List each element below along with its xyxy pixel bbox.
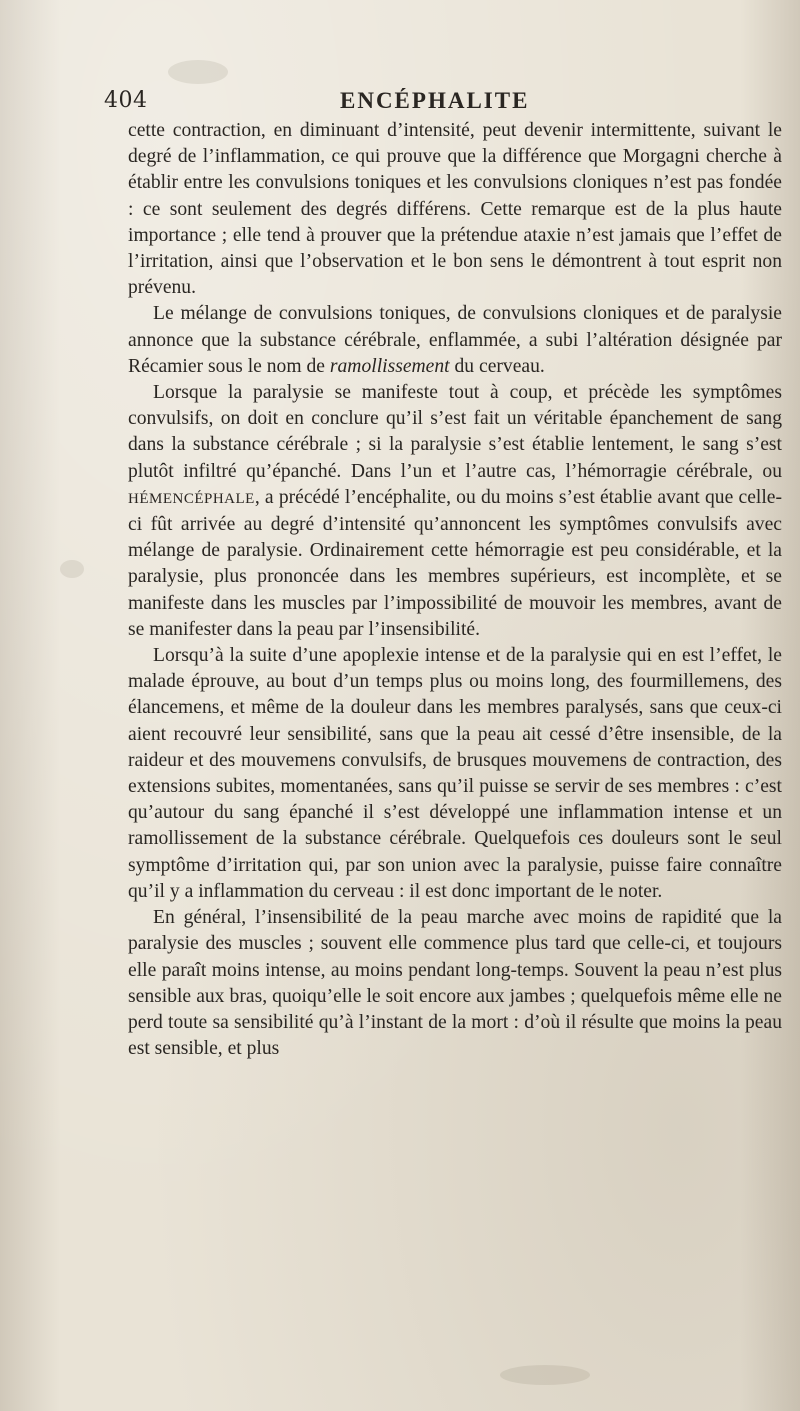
paragraph	[128, 643, 782, 905]
paragraph-text: cette contraction, en diminuant d’intensité, peut devenir intermittente, suivant le degré de l’inflammation, ce qui prouve que la différence que Morgagni cherche à établir entre les convulsions toniques et les convulsions cloniques n’est pas fondée : ce sont seulement des degrés différens. Cette remarque est de la plus haute importance ; elle tend à prouver que la prétendue ataxie n’est jamais que l’effet de l’irritation, ainsi que l’observation et le bon sens le démontrent à tout esprit non prévenu.	[128, 120, 782, 299]
paragraph-text: En général, l’insensibilité de la peau marche avec moins de rapidité que la paralysie des muscles ; souvent elle commence plus tard que celle-ci, et toujours elle paraît moins intense, au moins pendant long-temps. Souvent la peau n’est plus sensible aux bras, quoiqu’elle le soit encore aux jambes ; quelquefois même elle ne perd toute sa sensibilité qu’à l’instant de la mort : d’où il résulte que moins la peau est sensible, et plus	[128, 907, 782, 1060]
paragraph	[128, 380, 782, 643]
paragraph	[128, 905, 782, 1062]
page-number: 404	[104, 88, 148, 113]
paper-stain	[168, 60, 228, 84]
paragraph	[128, 301, 782, 380]
paragraph-text: , a précédé l’encéphalite, ou du moins s’est établie avant que celle-ci fût arrivée au degré d’intensité qu’annoncent les symptômes convulsifs avec mélange de paralysie. Ordinairement cette hémorragie est peu considérable, et la paralysie, plus prononcée dans les membres supérieurs, est incomplète, et se manifeste dans les muscles par l’impossibilité de mouvoir les membres, avant de se manifester dans la peau par l’insensibilité.	[128, 486, 782, 640]
paragraph-text: Lorsqu’à la suite d’une apoplexie intense et de la paralysie qui en est l’effet, le malade éprouve, au bout d’un temps plus ou moins long, des fourmillemens, des élancemens, et même de la douleur dans les membres paralysés, sans que ceux-ci aient recouvré leur sensibilité, sans que la peau ait cessé d’être insensible, de la raideur et des mouvemens convulsifs, de brusques mouvemens de contraction, des extensions subites, momentanées, sans qu’il puisse se servir de ses membres : c’est qu’autour du sang épanché il s’est développé une inflammation intense et un ramollissement de la substance cérébrale. Quelquefois ces douleurs sont le seul symptôme d’irritation qui, par son union avec la paralysie, puisse faire connaître qu’il y a inflammation du cerveau : il est donc important de le noter.	[128, 645, 782, 902]
body-text	[128, 118, 782, 1062]
paragraph-text: Lorsque la paralysie se manifeste tout à coup, et précède les symptômes convulsifs, on doit en conclure qu’il s’est fait un véritable épanchement de sang dans la substance cérébrale ; si la paralysie s’est établie lentement, le sang s’est plutôt infiltré qu’épanché. Dans l’un et l’autre cas, l’hémorragie cérébrale, ou	[128, 382, 782, 482]
paragraph	[128, 118, 782, 301]
page-header	[104, 88, 704, 120]
paragraph-text: du cerveau.	[449, 355, 545, 377]
emphasized-term: ramollissement	[329, 355, 450, 377]
small-caps-term: HÉMENCÉPHALE	[128, 490, 255, 507]
paper-stain	[500, 1365, 590, 1385]
paragraph-text: Le mélange de convulsions toniques, de convulsions cloniques et de paralysie annonce que la substance cérébrale, enflammée, a subi l’altération désignée par Récamier sous le nom de	[128, 303, 782, 377]
running-title: ENCÉPHALITE	[340, 88, 530, 113]
paper-stain	[60, 560, 84, 578]
